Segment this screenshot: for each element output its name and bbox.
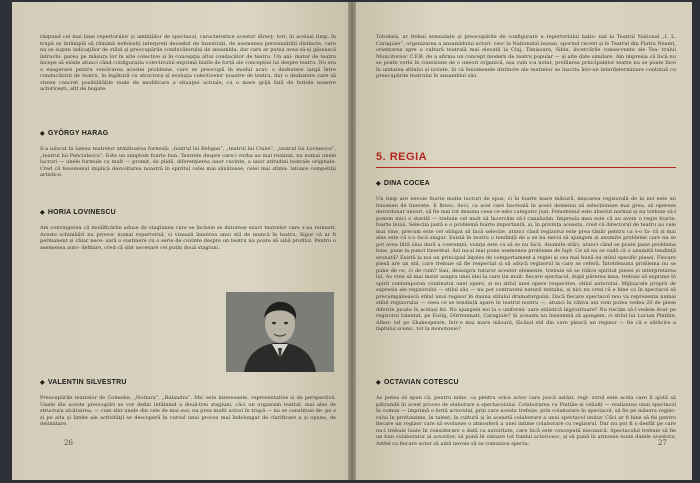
- portrait-photo: [226, 292, 334, 372]
- section-text-cocea: Un timp are nevoie foarte multe lucruri de spus, ci în foarte mare măsură, mișcarea regizorală de la noi este un fenomen de tinerețe. E firesc, deci, ca acei care bacreală în acest domeniu să selecționeze mai greu, să opereze dezordonat uneori, să fie mai tot deauna ceea ce este categoric just. Fenomenul este absolut normal și nu trebuie să-l ponem mici o stavilă — trebuie cel mult să încercăm să-l canalizăm. Impresia mea este că au avem o regie foarte, foarte bună. Selecția justă e o problemă foarte importantă, și, în privința aceasta, cred că directorul de teatru au cele mai vine, precum este cel obligat să facă selecție, atunci când regizorul este prea tânăr pentru ca s-o fa- ră și mai ales este că s-o facă singur. Există în teatru o tendință de a se nu nevoi să ajungem și anumite probleme care nu se pot avea fără ziua dură a coerenţei, voinţa este ca să se nu facă. Anumite stări, atunci când se poate pune problema bine, pune la punct tineretul. Azi nu-și mai pune asemenea probleme de fapt. Ce să nu se vadă că o anumită tendință eronată? Există la noi un principial înţeles de comportament a regiei și cea mai bună eu stilul specific piesei. Fiecare piesă are un stil, care trebuie să fie respectat și să aducă regizorul la care se referă. Întotdeauna problema nu se pune de ce, ci de cum? Sau, deasupra tuturor acestor elemente, trebuie să se ridice spiritul piesei și interpretarea lui. As vrea să mai insist asupra unei idei la care țin mult: fiecare spectacol, după părerea mea, trebuie să exprime în spirit contemporan conținutul unei opere, și nu stilul unei opere respective, stilul autorului. Mijloacele proprii de expresie ale regizorului — stilul său — nu pot contraveni naturii textului, și nici nu cred că e bine ca în spectacol să precumpănească stilul unui regizor în dauna stilului dramaturgului. Dacă fiecare spectacol nou va reprezenta numai stilul regizorului — ceea ce se tendință apare în teatrul nostru —, atunci în câțiva ani vom putea vedea 20 de piese diferite jucate în același fel. Nu ajungem noi la o uniformi- zare stilistică îngrozitoare? Nu riscăm să-l vedem doar pe regizorul talentat, pe Eurig, Dürrenmatt, Caragiale? Și aceasta nu înseamnă să ajungem, ci stilul lui Lucian Pintilie, Alber- tel pe Shakespeare, într-o mai mare măsură, făcând stil din care pleacă un regizor — fie că e sărăcire a faptului scenic, tot la monotonie?: [376, 196, 676, 332]
- section-text-lovinescu: Am convingerea că modificările aduse de stagiunea care se încheie se datorese exact teatrelor care s-au reinnoit. Aceste schimbări nu privesc numai repertoriul, ci vizează înnoirea unui stil de muncă în teatru. Sigur că ar fi permanent și chiar nece- sară o sustinere cu o serie de cuvinte despre un teatru nu poate să aibă profilul. Pentru o asemenea auto- definire, cred că sînt necesare cel puțin două stagiuni.: [40, 225, 336, 251]
- section-heading-lovinescu: ◆ HORIA LOVINESCU: [40, 209, 116, 216]
- section-heading-cotescu: ◆ OCTAVIAN COTESCU: [376, 379, 459, 386]
- diamond-bullet-icon: ◆: [40, 210, 45, 216]
- intro-paragraph: răspund cel mai bine repertoriilor și ambițiilor de spectacol, caracteristice acestor direcţ- tori; în același timp, în trupă se întâmplă să rămână nefolosiți interpreți deosebit de înzestrați, de asemenea personalități distincte, care nu se supun indicaţiilor de stilul și preocupările conducătorului de ansamblu, dar care ar putea avea să-și găsească întruchi- parea pe măsura lor în alte colective și în concepţia altui conducător de teatru. Un ani- mator de teatru începe să existe atunci când configurația colectivului exprimă liniile de forță ale concepției lui despre teatru. Nu era o exagerare pentru rezolvarea acestei probleme, care se preocupă în modul acut: o dezbatere largă între conducătorii de teatru, în legătură cu structura și evoluţia colectivelor noastre de teatru, dar o dezbatere care să vizeze concret posibilitățile reale de modificare a situaţiei actuale, cu o mare grijă față de forțele noastre actoricești, atît de bogate.: [40, 34, 336, 92]
- section-heading-silvestru: ◆ VALENTIN SILVESTRU: [40, 379, 127, 386]
- page-number-right: 27: [658, 439, 667, 447]
- section-heading-cocea: ◆ DINA COCEA: [376, 180, 430, 187]
- book-gutter: [348, 2, 356, 480]
- page-number-left: 26: [64, 439, 73, 447]
- diamond-bullet-icon: ◆: [376, 181, 381, 187]
- portrait-image: [226, 292, 334, 372]
- diamond-bullet-icon: ◆: [40, 380, 45, 386]
- book-spread: [12, 2, 692, 480]
- diamond-bullet-icon: ◆: [376, 380, 381, 386]
- diamond-bullet-icon: ◆: [40, 131, 45, 137]
- intro-paragraph-right: Totodată, ar trebui semnalate și preocupările de configurare a repertoriului națio- nal la Teatrul Național „I. L. Caragiale”, organizarea a ansamblului actori- cesc la Naționalul ieșean, sporind recent și le Teatrul din Piatra Neamț, orientarea spre o cultură teatrală mai elevată la Cluj, Timișoara, Sibiu, încercările consecvente ale Tea- trului Muncitoresc C.F.R. de a afirma un concept modern de teatru popular — și alte date similare. Am impresia că încă nu se poate vorbi în conexiune de o uneori organică, așa cum s-a notat, profilarea principalelor teatre nu se poate face în unitatea stilului și izolate. Și că fenomenele distincte ale teatrelor se înscriu într-un interdeterminare continuă cu preocupările teatrului în ansamblul său.: [376, 34, 676, 79]
- section-heading-harag: ◆ GYÖRGY HARAG: [40, 130, 109, 137]
- right-page: [356, 2, 692, 480]
- title-rule: [376, 167, 676, 168]
- section-text-harag: S-a născut în lumea teatrelor următoarea formulă: „teatrul lui Beligan”, „teatrul lui Ciulei”, „teatrul lui Lovinescu”, „teatrul lui Penciulescu”. Este un simptom foarte bun. Teatrele despre care-i vorba au mai realizat, nu numai unele lucruri — unele formule cu mult — promit, de plidă, diferenţierea unor cuvinte, a unor atitudini teatrale originale. Cred că fenomenul implică dezvoltarea noastră în spiritul celei mai sănătoase, celei mai stimu- latoare competiţii artistice.: [40, 146, 336, 178]
- section-text-silvestru: Preocupările teatrelor de Comedie, „Nottara”, „Bulandra”. Mic este interesante, reprezentative și de perspectivă. Unele din aceste preocupări se vor defini întâlnind a două-trei stagiuni, căci un organism teatral, mai ales de structura alcătuirea, — cum sînt unele din cele de mai sus, nu prea multi actori în trupă — nu se constituie de- pe o zi pe alta și limite ale activităţii se descoperă în cursul unui proces mai îndelungat de clarificare a și opune, de delimitare.: [40, 395, 336, 427]
- chapter-title: 5. REGIA: [376, 151, 428, 163]
- left-page: [12, 2, 348, 480]
- section-text-cotescu: As putea să spun că, pentru mine, ca pentru orice actor care joacă astăzi, regi- zorul este acela care îl ajută să pătrundă în acest proces de elaborare a spectacolului. Colaborarea cu Pintilie și ceilalți — realizarea unui spectacol în comun — imprimă o forță actorului, prin care acesta trebuie, prin colaborare în spectacol, să fie pe măsura regizo- rului în profunzime, în talent, în cultură și în această colaborare a unui spectacol unitar. Căci ar fi bine să fie pentru fiecare un regizor care să evolueze o atmosferă a unei intime colaborare cu regizorul. Dar nu pot fi o desfăt pe care nu-l trebuie luate în considerare o dată ca autoritate, care încă este concepută mecanică. Spectacolul trebuie să fie un bun colaborator al actorilor, să pună în valoare tot fondul actoricesc, și să pună în armonie toate datele acestora. Astfel ca fiecare actor să aibă nevoie să se comunice specta-: [376, 395, 676, 447]
